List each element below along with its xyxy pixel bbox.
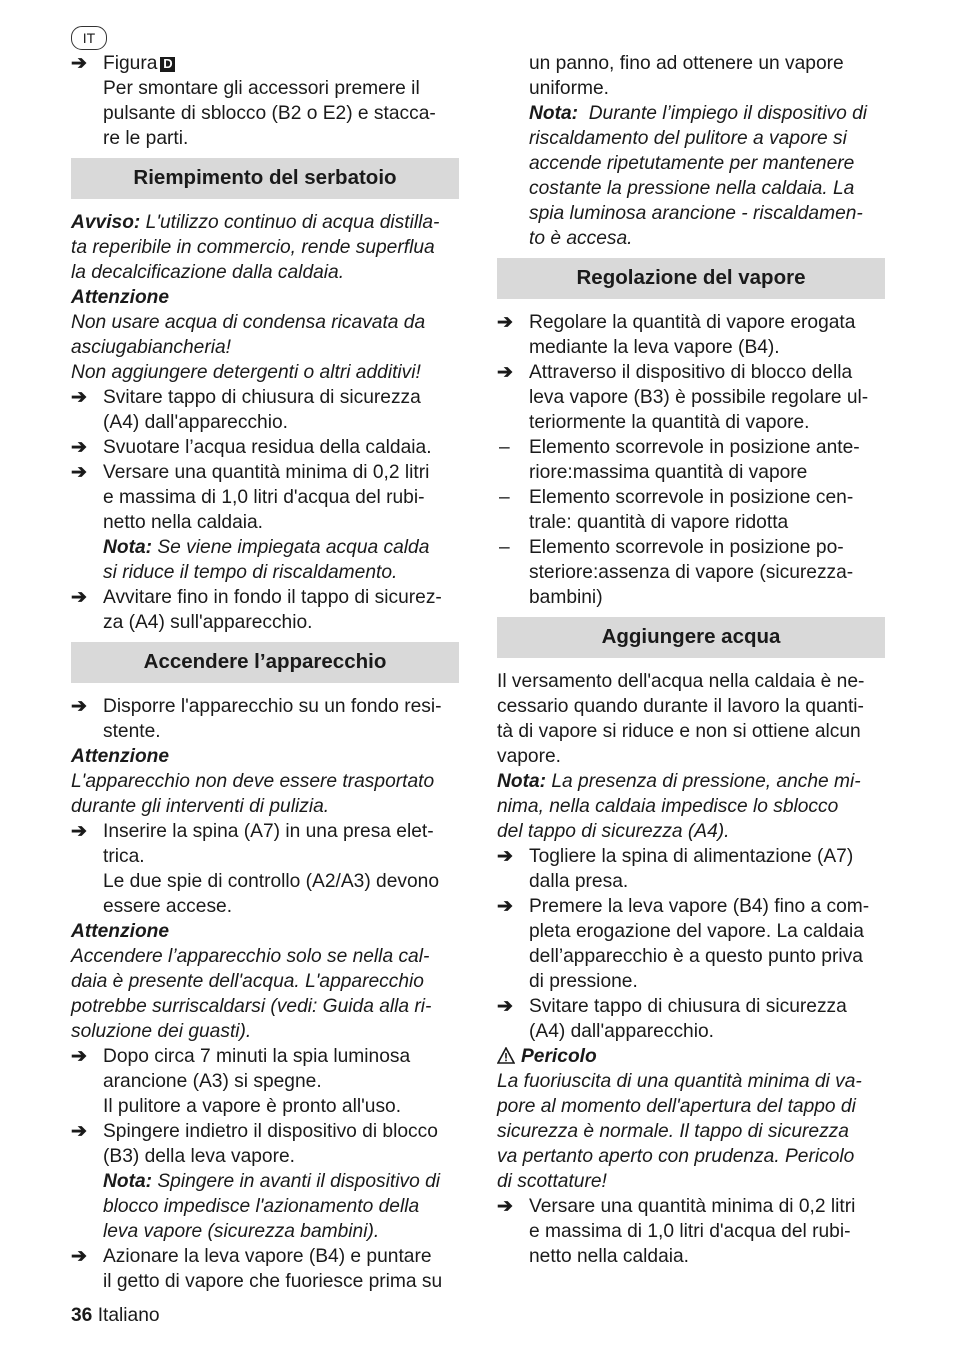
list-item	[71, 694, 459, 744]
note-label: Nota:	[497, 771, 547, 792]
dash-icon: –	[499, 437, 510, 458]
text-line: Se viene impiegata acqua calda	[152, 537, 430, 558]
text-line: Non usare acqua di condensa ricavata da	[71, 312, 426, 333]
text-line: Non aggiungere detergenti o altri additivi!	[71, 362, 421, 383]
note-label: Nota:	[103, 537, 153, 558]
text-line: netto nella caldaia.	[529, 1246, 690, 1267]
list-item	[497, 844, 885, 894]
note-label: Nota:	[529, 103, 579, 124]
list-item	[71, 585, 459, 635]
danger-text	[497, 1069, 885, 1194]
text-line: Elemento scorrevole in posizione cen-	[529, 487, 854, 508]
attention-text	[71, 769, 459, 819]
list-item	[497, 994, 885, 1044]
text-line: il getto di vapore che fuoriesce prima su	[103, 1271, 443, 1292]
text-line: re le parti.	[103, 128, 189, 149]
arrow-icon: ➔	[71, 1246, 88, 1267]
list-item	[71, 1119, 459, 1169]
text-line: trica.	[103, 846, 145, 867]
text-line: Premere la leva vapore (B4) fino a com-	[529, 896, 870, 917]
text-line: Elemento scorrevole in posizione po-	[529, 537, 844, 558]
list-item	[71, 385, 459, 435]
arrow-icon: ➔	[497, 1196, 514, 1217]
dash-icon: –	[499, 537, 510, 558]
list-item	[71, 51, 459, 151]
text-line: (B3) della leva vapore.	[103, 1146, 295, 1167]
text-line: leva vapore (B3) è possibile regolare ul-	[529, 387, 869, 408]
text-line: bambini)	[529, 587, 603, 608]
text-line: steriore:assenza di vapore (sicurezza-	[529, 562, 854, 583]
text-line: pulsante di sblocco (B2 o E2) e stacca-	[103, 103, 436, 124]
text-line: ta reperibile in commercio, rende superflua	[71, 237, 435, 258]
right-column	[497, 51, 885, 1269]
attention-text	[71, 944, 459, 1044]
footer-language: Italiano	[97, 1305, 160, 1326]
text-line: Attraverso il dispositivo di blocco della	[529, 362, 853, 383]
text-line: Accendere l’apparecchio solo se nella cal-	[71, 946, 430, 967]
text-line: dalla presa.	[529, 871, 629, 892]
text-line: Il versamento dell'acqua nella caldaia è ne-	[497, 671, 865, 692]
text-line: Spingere indietro il dispositivo di blocco	[103, 1121, 438, 1142]
avviso-note	[71, 210, 459, 285]
text-line: Durante l’impiego il dispositivo di	[578, 103, 868, 124]
arrow-icon: ➔	[71, 1046, 88, 1067]
text-line: cessario quando durante il lavoro la quanti-	[497, 696, 864, 717]
text-line: Per smontare gli accessori premere il	[103, 78, 420, 99]
text-line: leva vapore (sicurezza bambini).	[103, 1221, 380, 1242]
dash-item	[497, 435, 885, 485]
text-line: tà di vapore si riduce e non si ottiene alcun	[497, 721, 861, 742]
warning-triangle-icon	[497, 1044, 521, 1069]
continued-text	[497, 51, 885, 101]
text-line: la decalcificazione dalla caldaia.	[71, 262, 345, 283]
attention-text	[71, 310, 459, 385]
list-item	[71, 819, 459, 869]
text-line: del tappo di sicurezza (A4).	[497, 821, 730, 842]
text-line: Disporre l'apparecchio su un fondo resi-	[103, 696, 442, 717]
arrow-icon: ➔	[497, 846, 514, 867]
text-line: potrebbe surriscaldarsi (vedi: Guida alla ri-	[71, 996, 432, 1017]
arrow-icon: ➔	[71, 53, 88, 74]
text-line: L'utilizzo continuo di acqua distilla-	[140, 212, 440, 233]
text-line: un panno, fino ad ottenere un vapore	[529, 53, 844, 74]
text-line: blocco impedisce l'azionamento della	[103, 1196, 420, 1217]
text-line: Regolare la quantità di vapore erogata	[529, 312, 856, 333]
text-line: si riduce il tempo di riscaldamento.	[103, 562, 398, 583]
text-line: arancione (A3) si spegne.	[103, 1071, 322, 1092]
text-line: va pertanto aperto con prudenza. Pericolo	[497, 1146, 855, 1167]
arrow-icon: ➔	[71, 587, 88, 608]
text-line: Togliere la spina di alimentazione (A7)	[529, 846, 854, 867]
attention-heading: Attenzione	[71, 287, 170, 308]
text-line: Le due spie di controllo (A2/A3) devono	[103, 871, 439, 892]
text-line: stente.	[103, 721, 161, 742]
text-line: Spingere in avanti il dispositivo di	[152, 1171, 441, 1192]
list-item	[71, 1044, 459, 1094]
text-line: (A4) dall'apparecchio.	[529, 1021, 714, 1042]
text-line: Svitare tappo di chiusura di sicurezza	[103, 387, 421, 408]
arrow-icon: ➔	[71, 1121, 88, 1142]
figure-letter-box: D	[160, 57, 175, 72]
text-line: riore:massima quantità di vapore	[529, 462, 808, 483]
text-line: costante la pressione nella caldaia. La	[529, 178, 855, 199]
text-line: vapore.	[497, 746, 561, 767]
arrow-icon: ➔	[71, 696, 88, 717]
text-line: nima, nella caldaia impedisce lo sblocco	[497, 796, 839, 817]
text-line: dell’apparecchio è a questo punto priva	[529, 946, 863, 967]
section-heading: Regolazione del vapore	[497, 258, 885, 299]
text-line: Versare una quantità minima di 0,2 litri	[529, 1196, 856, 1217]
arrow-icon: ➔	[71, 387, 88, 408]
page-number: 36	[71, 1305, 93, 1326]
arrow-icon: ➔	[71, 437, 88, 458]
text-line: Il pulitore a vapore è pronto all'uso.	[103, 1096, 402, 1117]
text-line: La presenza di pressione, anche mi-	[546, 771, 861, 792]
section-heading: Accendere l’apparecchio	[71, 642, 459, 683]
text-line: Versare una quantità minima di 0,2 litri	[103, 462, 430, 483]
arrow-icon: ➔	[497, 312, 514, 333]
note-label: Nota:	[103, 1171, 153, 1192]
text-line: e massima di 1,0 litri d'acqua del rubi-	[103, 487, 425, 508]
arrow-icon: ➔	[497, 896, 514, 917]
text-line: soluzione dei guasti).	[71, 1021, 252, 1042]
list-item	[497, 1194, 885, 1269]
page-footer	[71, 1303, 160, 1328]
note-text	[71, 1169, 459, 1244]
note-text	[71, 535, 459, 585]
list-item	[497, 310, 885, 360]
danger-label: Pericolo	[521, 1046, 597, 1067]
text-line: pore al momento dell'apertura del tappo di	[497, 1096, 856, 1117]
arrow-icon: ➔	[497, 996, 514, 1017]
arrow-icon: ➔	[497, 362, 514, 383]
text-line: Elemento scorrevole in posizione ante-	[529, 437, 860, 458]
text-line: e massima di 1,0 litri d'acqua del rubi-	[529, 1221, 851, 1242]
text-line: Avvitare fino in fondo il tappo di sicurez-	[103, 587, 442, 608]
left-column	[71, 51, 459, 1294]
text-line: teriormente la quantità di vapore.	[529, 412, 810, 433]
figure-label: Figura	[103, 53, 158, 74]
list-item	[497, 360, 885, 435]
sub-text	[71, 1094, 459, 1119]
text-line: Svitare tappo di chiusura di sicurezza	[529, 996, 847, 1017]
text-line: spia luminosa arancione - riscaldamen-	[529, 203, 863, 224]
text-line: za (A4) sull'apparecchio.	[103, 612, 313, 633]
text-line: Svuotare l’acqua residua della caldaia.	[103, 437, 432, 458]
text-line: L'apparecchio non deve essere trasportato	[71, 771, 435, 792]
text-line: di scottature!	[497, 1171, 607, 1192]
text-line: riscaldamento del pulitore a vapore si	[529, 128, 847, 149]
arrow-icon: ➔	[71, 462, 88, 483]
text-line: accende ripetutamente per mantenere	[529, 153, 855, 174]
text-line: Inserire la spina (A7) in una presa elet-	[103, 821, 434, 842]
text-line: essere accese.	[103, 896, 233, 917]
note-text	[497, 769, 885, 844]
note-label: Avviso:	[71, 212, 141, 233]
note-text	[497, 101, 885, 251]
dash-icon: –	[499, 487, 510, 508]
section-heading: Riempimento del serbatoio	[71, 158, 459, 199]
list-item	[497, 894, 885, 994]
language-badge: IT	[71, 26, 107, 50]
arrow-icon: ➔	[71, 821, 88, 842]
attention-heading: Attenzione	[71, 746, 170, 767]
text-line: daia è presente dell'acqua. L'apparecchio	[71, 971, 424, 992]
paragraph	[497, 669, 885, 769]
text-line: uniforme.	[529, 78, 609, 99]
sub-text	[71, 869, 459, 919]
text-line: to è accesa.	[529, 228, 633, 249]
text-line: netto nella caldaia.	[103, 512, 264, 533]
danger-heading	[497, 1044, 885, 1069]
list-item	[71, 460, 459, 535]
text-line: pleta erogazione del vapore. La caldaia	[529, 921, 864, 942]
text-line: trale: quantità di vapore ridotta	[529, 512, 789, 533]
text-line: durante gli interventi di pulizia.	[71, 796, 330, 817]
dash-item	[497, 485, 885, 535]
list-item	[71, 1244, 459, 1294]
text-line: mediante la leva vapore (B4).	[529, 337, 780, 358]
dash-item	[497, 535, 885, 610]
text-line: sicurezza è normale. Il tappo di sicurezza	[497, 1121, 849, 1142]
text-line: asciugabiancheria!	[71, 337, 232, 358]
text-line: di pressione.	[529, 971, 638, 992]
text-line: (A4) dall'apparecchio.	[103, 412, 288, 433]
section-heading: Aggiungere acqua	[497, 617, 885, 658]
text-line: La fuoriuscita di una quantità minima di va-	[497, 1071, 862, 1092]
list-item	[71, 435, 459, 460]
text-line: Dopo circa 7 minuti la spia luminosa	[103, 1046, 411, 1067]
text-line: Azionare la leva vapore (B4) e puntare	[103, 1246, 432, 1267]
attention-heading: Attenzione	[71, 921, 170, 942]
